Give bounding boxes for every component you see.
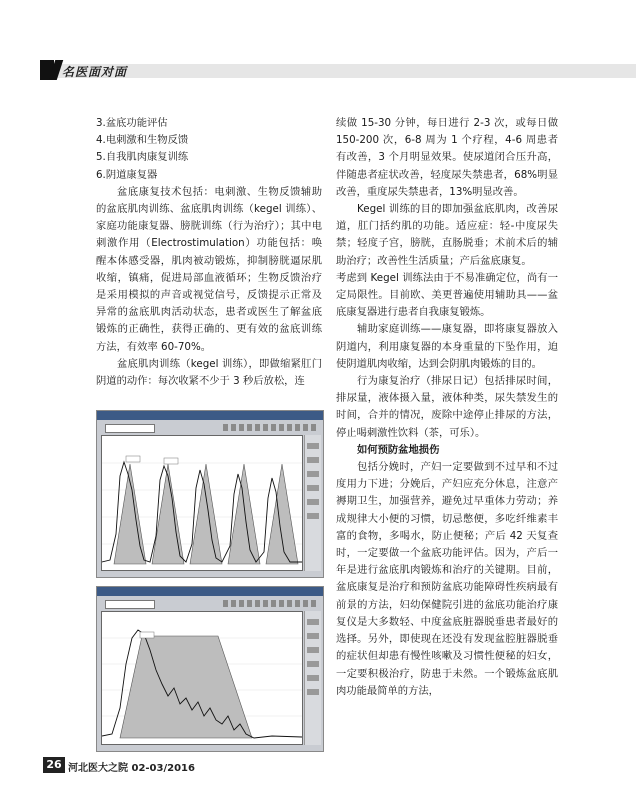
target-peak (266, 464, 298, 564)
toolbar-buttons (223, 424, 317, 431)
paragraph: 考虑到 Kegel 训练法由于不易准确定位，尚有一定局限性。目前欧、美更普遍使用辅助具——盆底康复器进行患者自我康复锻炼。 (336, 271, 558, 319)
emg-plot (101, 435, 303, 571)
window-toolbar (99, 598, 321, 608)
target-plateau (120, 636, 252, 738)
paragraph: 盆底康复技术包括：电刺激、生物反馈辅助的盆底肌肉训练、盆底肌肉训练（kegel 训练）、家庭功能康复器、膀胱训练（行为治疗）；其中电刺激作用（Electrostimulation）功能包括：唤醒本体感受器，肌肉被动锻炼，抑制膀胱逼尿肌收缩，镇痛，促进局部血液循环；生物反馈治疗是采用模拟的声音或视觉信号，反馈提示正常及异常的盆底肌肉活动状态，患者或医生了解盆底锻炼的正确性，获得正确的、更有效的盆底训练方法，有效率 60-70%。 (96, 185, 322, 353)
biofeedback-screenshot-2 (96, 586, 324, 752)
paragraph: 盆底肌肉训练（kegel 训练），即做缩紧肛门阴道的动作：每次收紧不少于 3 秒后放松，连 (96, 357, 322, 388)
biofeedback-screenshot-1 (96, 410, 324, 578)
paragraph: 包括分娩时，产妇一定要做到不过早和不过度用力下进；分娩后，产妇应充分休息，注意产褥期卫生，加强营养，避免过早重体力劳动；养成规律大小便的习惯，切忌憋便，多吃纤维素丰富的食物，多喝水，防止便秘；产后 42 天复查时，一定要做一个盆底功能评估。因为，产后一年是进行盆底肌肉锻炼和治疗的关键期。目前，盆底康复是治疗和预防盆底功能障碍性疾病最有前景的方法，妇幼保健院引进的盆底功能治疗康复仪是大多数轻、中度盆底脏器脱垂患者最好的选择。另外，即使现在还没有发现盆腔脏器脱垂的症状但却患有慢性咳嗽及习惯性便秘的妇女，一定要积极治疗，防患于未然。一个锻炼盆底肌肉功能最简单的方法， (336, 461, 558, 697)
list-item: 3.盆底功能评估 (96, 117, 168, 129)
paragraph: 续做 15-30 分钟，每日进行 2-3 次，或每日做 150-200 次，6-8 周为 1 个疗程，4-6 周患者有改善，3 个月明显效果。使尿道闭合压升高，伴随患者症状改善，轻度尿失禁患者，68%明显改善，重度尿失禁患者，13%明显改善。 (336, 117, 558, 198)
side-panel (304, 435, 321, 571)
list-item: 5.自我肌肉康复训练 (96, 151, 189, 164)
window-toolbar (99, 422, 321, 432)
peak-label-box (140, 632, 154, 638)
list-item: 6.阴道康复器 (96, 168, 158, 181)
window-titlebar (97, 587, 323, 596)
toolbar-buttons (223, 600, 317, 607)
subheading: 如何预防盆地损伤 (357, 443, 440, 456)
left-column (96, 115, 322, 390)
page-number: 26 (43, 757, 65, 773)
paragraph: 辅助家庭训练——康复器，即将康复器放入阴道内，利用康复器的本身重量的下坠作用，迫使阴道肌肉收缩，达到会阴肌肉锻炼的目的。 (336, 323, 558, 370)
right-column (336, 115, 558, 700)
paragraph: 行为康复治疗（排尿日记）包括排尿时间，排尿量，液体摄入量，液体种类，尿失禁发生的时间，合并的情况，废除中途停止排尿的方法，停止喝刺激性饮料（茶，可乐）。 (336, 375, 558, 439)
emg-chart (102, 612, 302, 744)
header-band (0, 30, 636, 79)
toolbar-field (105, 600, 155, 609)
paragraph: Kegel 训练的目的即加强盆底肌肉，改善尿道，肛门括约肌的功能。适应症：轻-中度尿失禁；轻度子宫，膀胱，直肠脱垂；术前术后的辅助治疗；改善性生活质量；产后盆底康复。 (336, 203, 558, 267)
list-item: 4.电刺激和生物反馈 (96, 134, 189, 147)
emg-chart (102, 436, 302, 570)
window-titlebar (97, 411, 323, 420)
peak-label-box (164, 458, 178, 464)
emg-plot (101, 611, 303, 745)
journal-issue: 河北医大之院 02-03/2016 (68, 763, 195, 774)
target-peak (190, 464, 222, 564)
peak-label-box (126, 456, 140, 462)
section-title: 名医面对面 (62, 65, 128, 79)
header-bar (40, 64, 636, 78)
side-panel (304, 611, 321, 745)
toolbar-field (105, 424, 155, 433)
